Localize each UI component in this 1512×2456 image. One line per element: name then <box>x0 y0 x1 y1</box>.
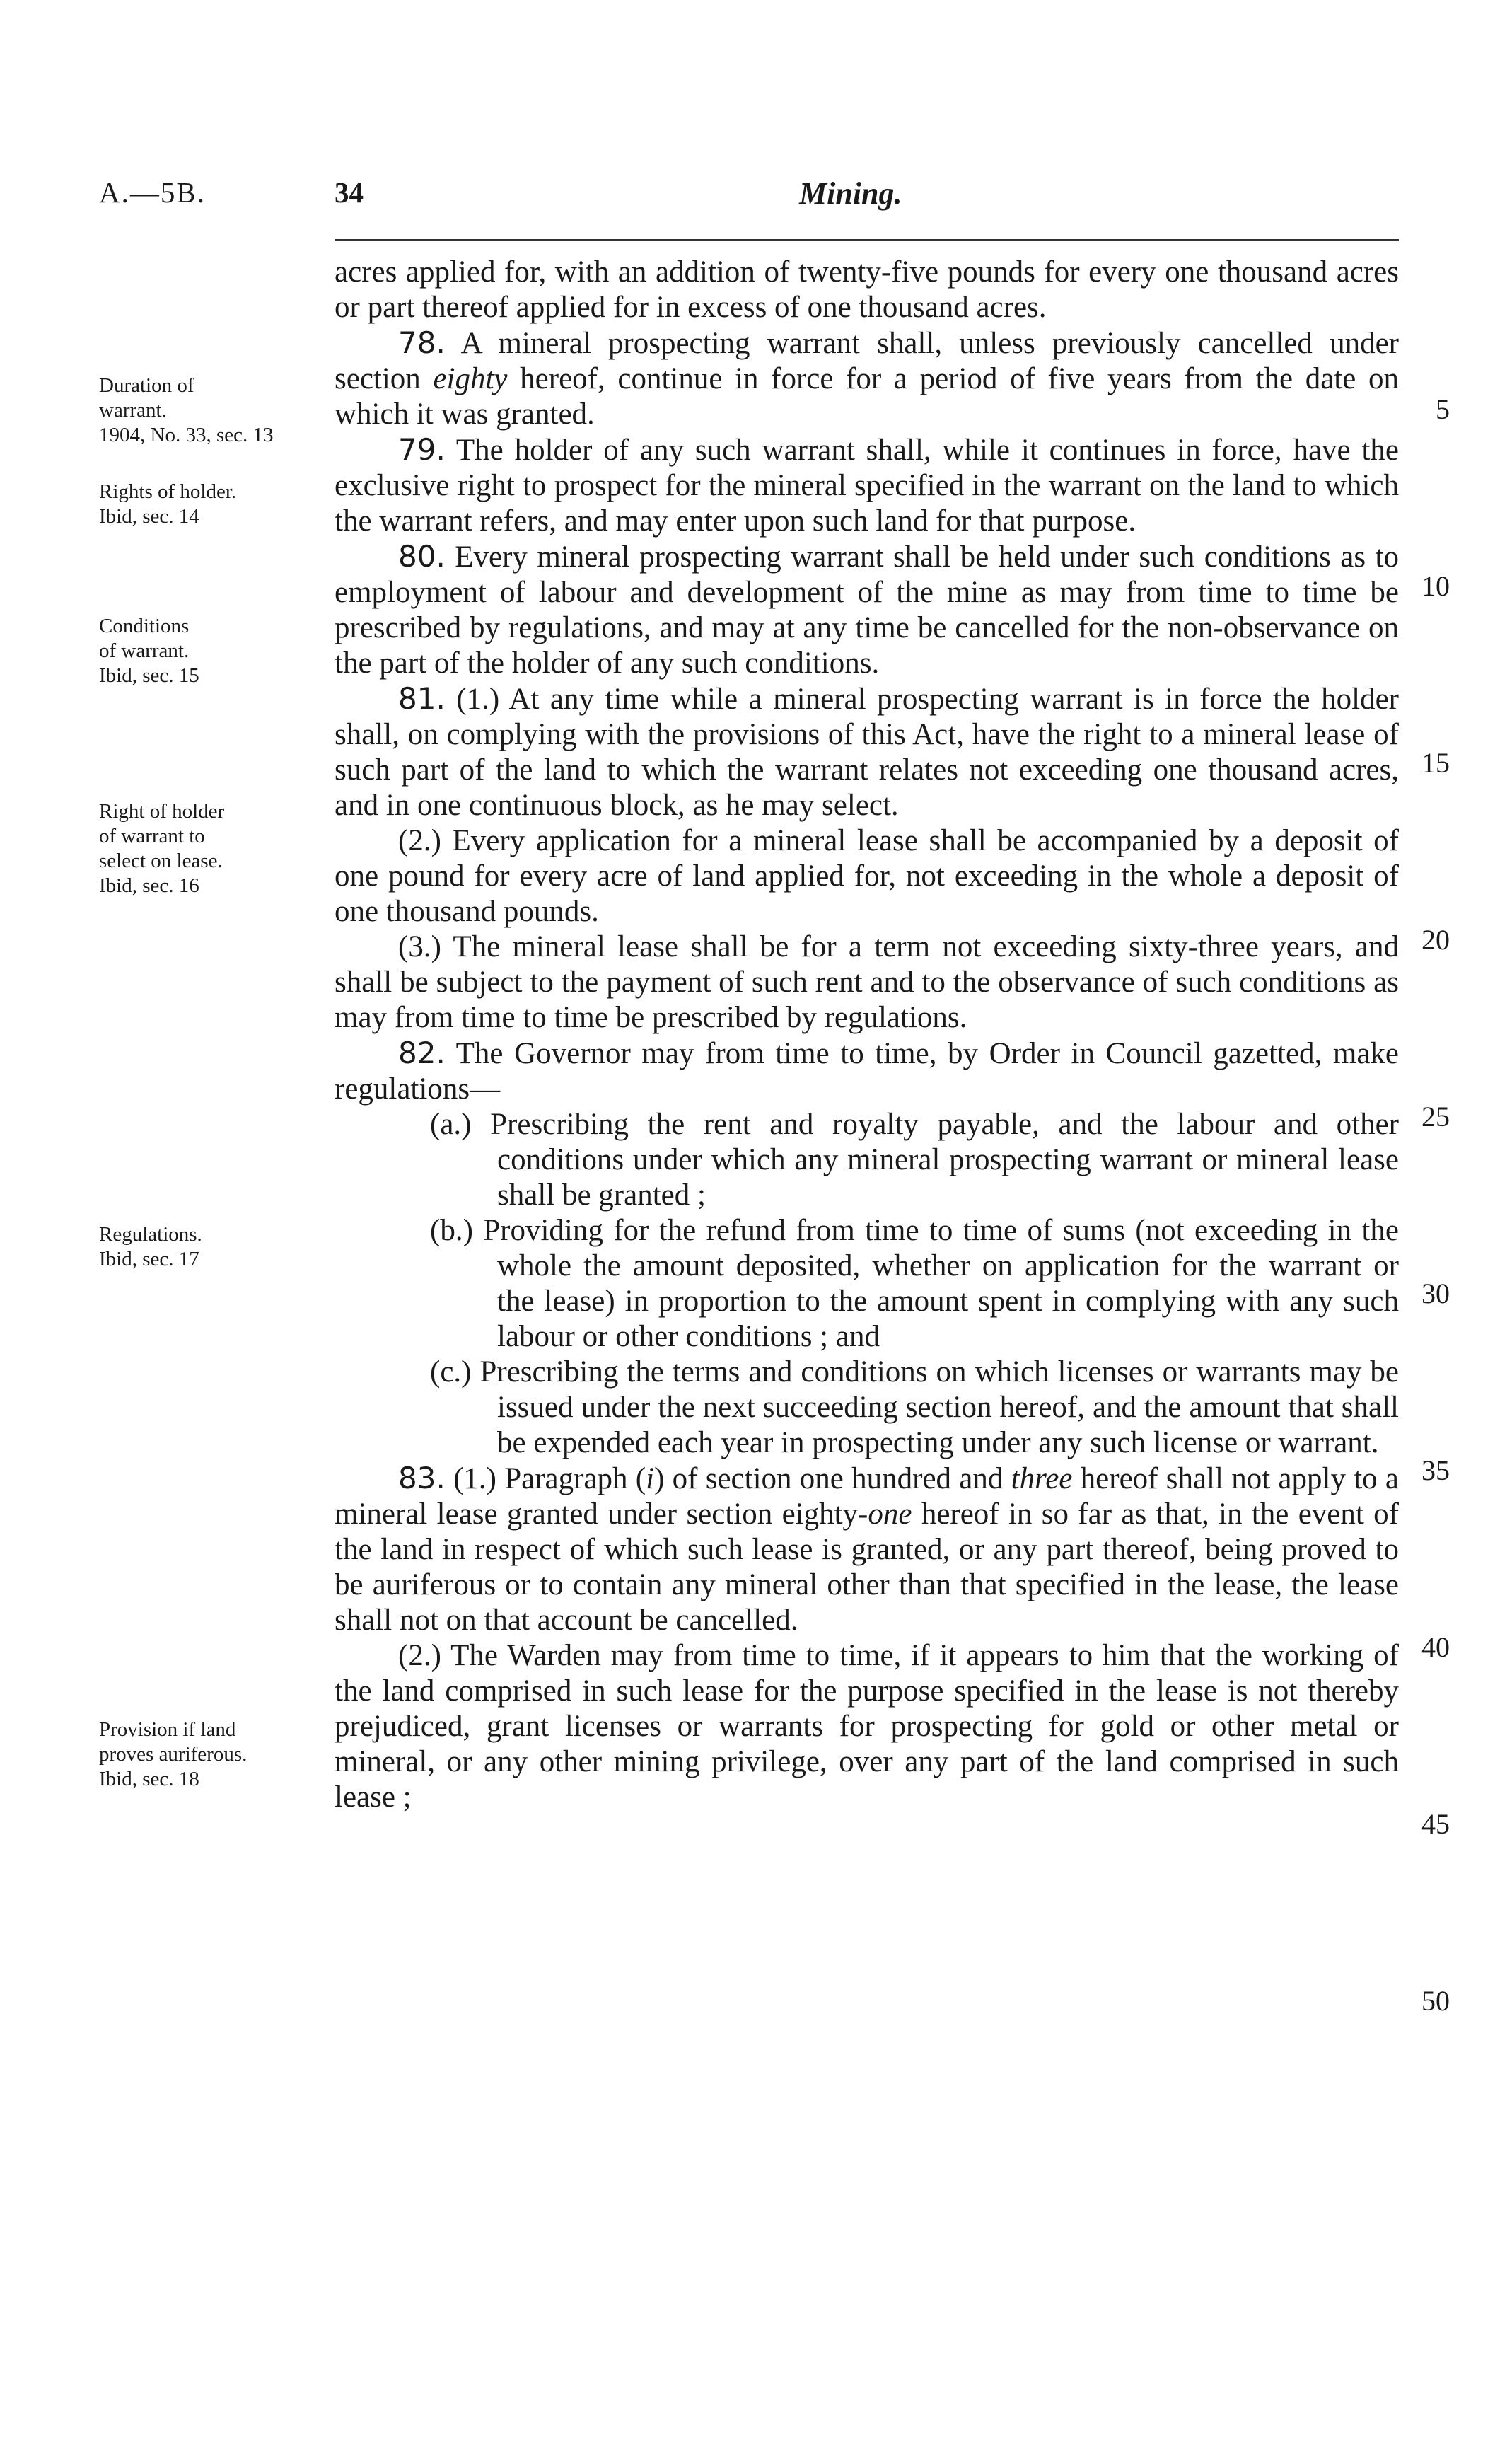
margin-note-right-of-holder: Right of holder of warrant to select on lease. Ibid, sec. 16 <box>99 800 225 897</box>
margin-note-conditions: Conditions of warrant. Ibid, sec. 15 <box>99 615 199 687</box>
section-83-2: (2.) The Warden may from time to time, if it appears to him that the working of the land comprised in such lease for the purpose specified in the lease is not thereby prejudiced, grant licenses or warrants for prospecting for gold or other metal or mineral, or any other mining privilege, over any part of the land comprised in such lease ; <box>335 1639 1399 1814</box>
line-number: 35 <box>1421 1454 1450 1486</box>
section-83-1: 83. (1.) Paragraph (i) of section one hundred and three hereof shall not apply to a mineral lease granted under section eighty-one hereof in so far as that, in the event of the land in respect of which such lease is granted, or any part thereof, being proved to be auriferous or to contain any mineral other than that specified in the lease, the lease shall not on that account be cancelled. <box>335 1461 1400 1637</box>
margin-note-rights: Rights of holder. Ibid, sec. 14 <box>99 480 237 528</box>
line-number: 30 <box>1421 1278 1450 1309</box>
document-reference: A.—5B. <box>99 176 206 209</box>
margin-note-regulations: Regulations. Ibid, sec. 17 <box>99 1223 202 1270</box>
section-78: 78. A mineral prospecting warrant shall, unless previously cancelled under section eighty hereof, continue in force for a period of five years from the date on which it was granted. <box>335 325 1400 431</box>
section-81-2: (2.) Every application for a mineral lease shall be accompanied by a deposit of one pound for every acre of land applied for, not exceeding in the whole a deposit of one thousand pounds. <box>335 824 1399 928</box>
paragraph-intro: acres applied for, with an addition of twenty-five pounds for every one thousand acres or part thereof applied for in excess of one thousand acres. <box>335 255 1399 324</box>
section-82-b: (b.) Providing for the refund from time to time of sums (not exceeding in the whole the amount deposited, whether on application for the warrant or the lease) in proportion to the amount spent in complying with any such labour or other conditions ; and <box>430 1214 1399 1353</box>
page-number: 34 <box>335 176 364 209</box>
section-82-a: (a.) Prescribing the rent and royalty payable, and the labour and other conditions under which any mineral prospecting warrant or mineral lease shall be granted ; <box>430 1108 1399 1212</box>
line-number: 25 <box>1421 1101 1450 1133</box>
section-82: 82. The Governor may from time to time, by Order in Council gazetted, make regulations— <box>335 1036 1399 1106</box>
margin-note-provision: Provision if land proves auriferous. Ibid, sec. 18 <box>99 1718 248 1790</box>
section-82-c: (c.) Prescribing the terms and conditions on which licenses or warrants may be issued under the next succeeding section hereof, and the amount that shall be expended each year in prospecting under any such license or warrant. <box>430 1355 1399 1459</box>
line-number: 45 <box>1421 1808 1450 1840</box>
line-number: 10 <box>1421 570 1450 602</box>
main-text <box>335 255 1399 1815</box>
page-title: Mining. <box>799 176 902 211</box>
line-number: 15 <box>1421 747 1450 779</box>
line-number: 5 <box>1436 393 1450 425</box>
line-number: 40 <box>1421 1631 1450 1663</box>
header-rule <box>335 239 1399 241</box>
margin-note-duration: Duration of warrant. 1904, No. 33, sec. 13 <box>99 374 274 446</box>
section-80: 80. Every mineral prospecting warrant shall be held under such conditions as to employment of labour and development of the mine as may from time to time be prescribed by regulations, and may at any time be cancelled for the non-observance on the part of the holder of any such conditions. <box>335 539 1400 680</box>
section-79: 79. The holder of any such warrant shall, while it continues in force, have the exclusive right to prospect for the mineral specified in the warrant on the land to which the warrant refers, and may enter upon such land for that purpose. <box>335 432 1399 538</box>
line-number: 50 <box>1421 1985 1450 2017</box>
section-81-1: 81. (1.) At any time while a mineral prospecting warrant is in force the holder shall, on complying with the provisions of this Act, have the right to a mineral lease of such part of the land to which the warrant relates not exceeding one thousand acres, and in one continuous block, as he may select. <box>335 681 1400 822</box>
line-number: 20 <box>1421 924 1450 956</box>
section-81-3: (3.) The mineral lease shall be for a term not exceeding sixty-three years, and shall be subject to the payment of such rent and to the observance of such conditions as may from time to time be prescribed by regulations. <box>335 930 1399 1034</box>
